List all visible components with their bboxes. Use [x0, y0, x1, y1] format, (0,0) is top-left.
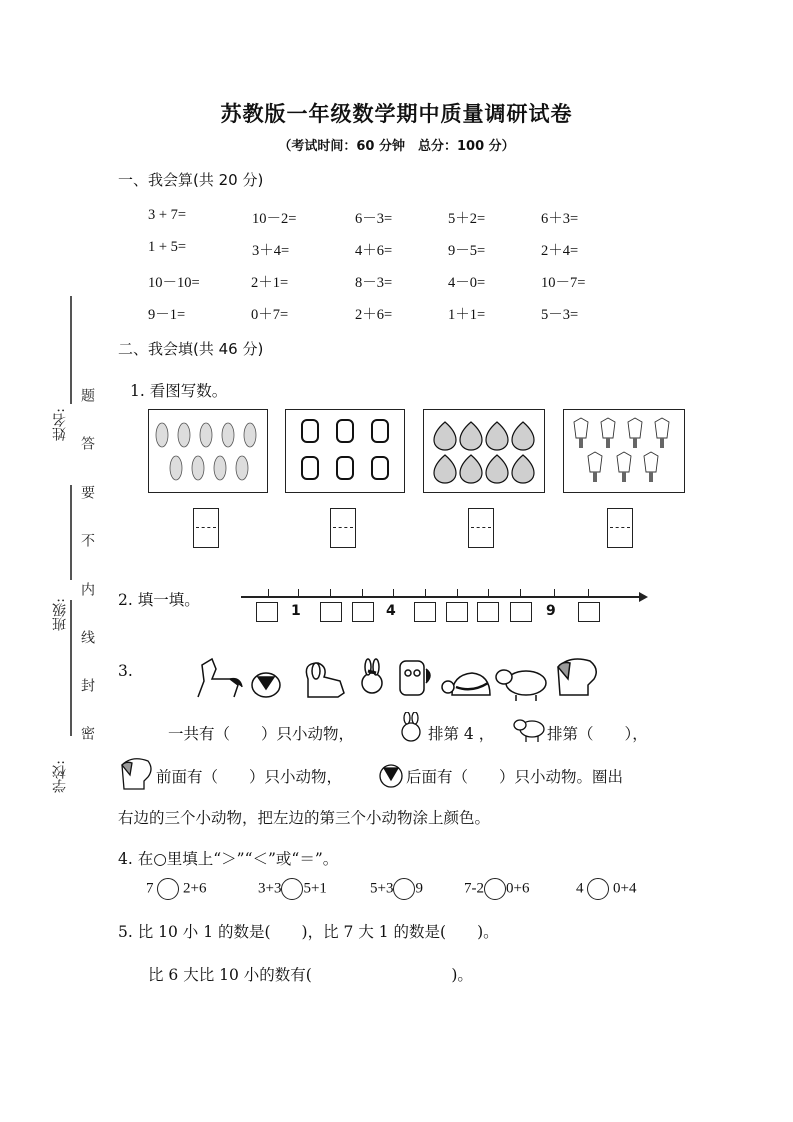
equation: 5－3= — [541, 307, 579, 323]
class-label: 班级: — [52, 598, 68, 631]
rabbit-icon — [396, 712, 426, 746]
number-slot[interactable] — [320, 602, 342, 622]
number-label: 4 — [386, 603, 396, 619]
q3-text: 前面有（ ）只小动物， — [156, 768, 343, 786]
equation: 3＋4= — [252, 243, 290, 259]
tick — [362, 589, 363, 596]
tick — [520, 589, 521, 596]
equation: 1＋1= — [448, 307, 486, 323]
tens-ones-divider — [610, 527, 630, 528]
comparison-item — [370, 878, 423, 900]
seal-char: 要 — [79, 485, 95, 499]
equation: 2＋1= — [251, 275, 289, 291]
animal-row-icon — [190, 653, 600, 703]
number-slot[interactable] — [578, 602, 600, 622]
compare-left: 5+3 — [370, 880, 394, 897]
equation: 1 + 5= — [148, 239, 187, 255]
compare-circle[interactable] — [281, 878, 303, 900]
compare-left: 7-2 — [464, 880, 484, 897]
compare-left: 7 — [146, 880, 154, 897]
compare-right: 2+6 — [183, 880, 207, 897]
tick — [298, 589, 299, 596]
comparison-item — [464, 878, 529, 900]
seal-char: 题 — [79, 388, 95, 402]
compare-left: 3+3 — [258, 880, 282, 897]
compare-right: 9 — [415, 880, 423, 897]
tick — [457, 589, 458, 596]
comparison-item — [146, 878, 206, 900]
equation: 10－10= — [148, 275, 200, 291]
number-slot[interactable] — [510, 602, 532, 622]
picture-box-pear — [423, 409, 545, 493]
equation: 4－0= — [448, 275, 486, 291]
equation: 9－5= — [448, 243, 486, 259]
equation: 10－2= — [252, 211, 297, 227]
answer-box[interactable] — [607, 508, 633, 548]
margin-line — [70, 600, 72, 736]
q3-text: 排第 4 ， — [428, 725, 495, 743]
seal-char: 内 — [79, 582, 95, 596]
equation: 6＋3= — [541, 211, 579, 227]
frog-icon — [376, 754, 406, 792]
q2-label: 2. 填一填。 — [118, 591, 200, 609]
q3-text: 后面有（ ）只小动物。圈出 — [406, 768, 624, 786]
section2-heading: 二、我会填(共 46 分) — [118, 340, 264, 358]
q3-label: 3. — [118, 662, 133, 680]
picture-box-backpack — [285, 409, 405, 493]
page-title: 苏教版一年级数学期中质量调研试卷 — [220, 102, 573, 126]
number-slot[interactable] — [477, 602, 499, 622]
answer-box[interactable] — [193, 508, 219, 548]
picture-box-shrimp — [148, 409, 268, 493]
equation: 2＋4= — [541, 243, 579, 259]
picture-box-flower — [563, 409, 685, 493]
seal-char: 封 — [79, 678, 95, 692]
equation: 2＋6= — [355, 307, 393, 323]
compare-circle[interactable] — [157, 878, 179, 900]
margin-line — [70, 296, 72, 404]
tens-ones-divider — [196, 527, 216, 528]
compare-right: 0+4 — [613, 880, 637, 897]
flower-icon — [564, 410, 684, 492]
comparison-item — [576, 878, 636, 900]
q1-label: 1. 看图写数。 — [130, 382, 228, 400]
tick — [393, 589, 394, 596]
number-label: 1 — [291, 603, 301, 619]
equation: 3 + 7= — [148, 207, 187, 223]
compare-left: 4 — [576, 880, 584, 897]
equation: 8－3= — [355, 275, 393, 291]
sheep-icon — [512, 714, 546, 744]
compare-circle[interactable] — [587, 878, 609, 900]
tick — [488, 589, 489, 596]
q3-text: 右边的三个小动物，把左边的第三个小动物涂上颜色。 — [118, 809, 491, 827]
number-slot[interactable] — [352, 602, 374, 622]
margin-line — [70, 485, 72, 580]
q3-text: 一共有（ ）只小动物， — [168, 725, 355, 743]
number-line — [241, 596, 641, 598]
tens-ones-divider — [333, 527, 353, 528]
number-label: 9 — [546, 603, 556, 619]
seal-char: 密 — [79, 726, 95, 740]
tens-ones-divider — [471, 527, 491, 528]
answer-box[interactable] — [330, 508, 356, 548]
seal-char: 答 — [79, 436, 95, 450]
compare-right: 5+1 — [303, 880, 327, 897]
shrimp-icon — [149, 410, 267, 492]
pear-icon — [424, 410, 544, 492]
answer-box[interactable] — [468, 508, 494, 548]
equation: 4＋6= — [355, 243, 393, 259]
equation: 6－3= — [355, 211, 393, 227]
school-label: 学校: — [52, 760, 68, 793]
compare-right: 0+6 — [506, 880, 530, 897]
exam-info: （考试时间：60 分钟 总分：100 分） — [278, 139, 515, 154]
tick — [588, 589, 589, 596]
q5-line2: 比 6 大比 10 小的数有( )。 — [148, 966, 473, 984]
equation: 10－7= — [541, 275, 586, 291]
compare-circle[interactable] — [484, 878, 506, 900]
backpack-icon — [286, 410, 404, 492]
number-slot[interactable] — [446, 602, 468, 622]
tick — [268, 589, 269, 596]
arrow-right-icon — [639, 592, 648, 602]
elephant-icon — [118, 755, 154, 793]
q5-line1: 5. 比 10 小 1 的数是( )，比 7 大 1 的数是( )。 — [118, 923, 499, 941]
q3-text: 排第（ ）， — [547, 725, 648, 743]
section1-heading: 一、我会算(共 20 分) — [118, 171, 264, 189]
compare-circle[interactable] — [393, 878, 415, 900]
number-slot[interactable] — [256, 602, 278, 622]
equation: 0＋7= — [251, 307, 289, 323]
name-label: 姓名: — [52, 408, 68, 441]
seal-char: 线 — [79, 630, 95, 644]
seal-char: 不 — [79, 533, 95, 547]
tick — [425, 589, 426, 596]
equation: 9－1= — [148, 307, 186, 323]
equation: 5＋2= — [448, 211, 486, 227]
number-slot[interactable] — [414, 602, 436, 622]
q4-label: 4. 在○里填上“＞”“＜”或“＝”。 — [118, 850, 339, 868]
tick — [330, 589, 331, 596]
comparison-item — [258, 878, 327, 900]
tick — [554, 589, 555, 596]
